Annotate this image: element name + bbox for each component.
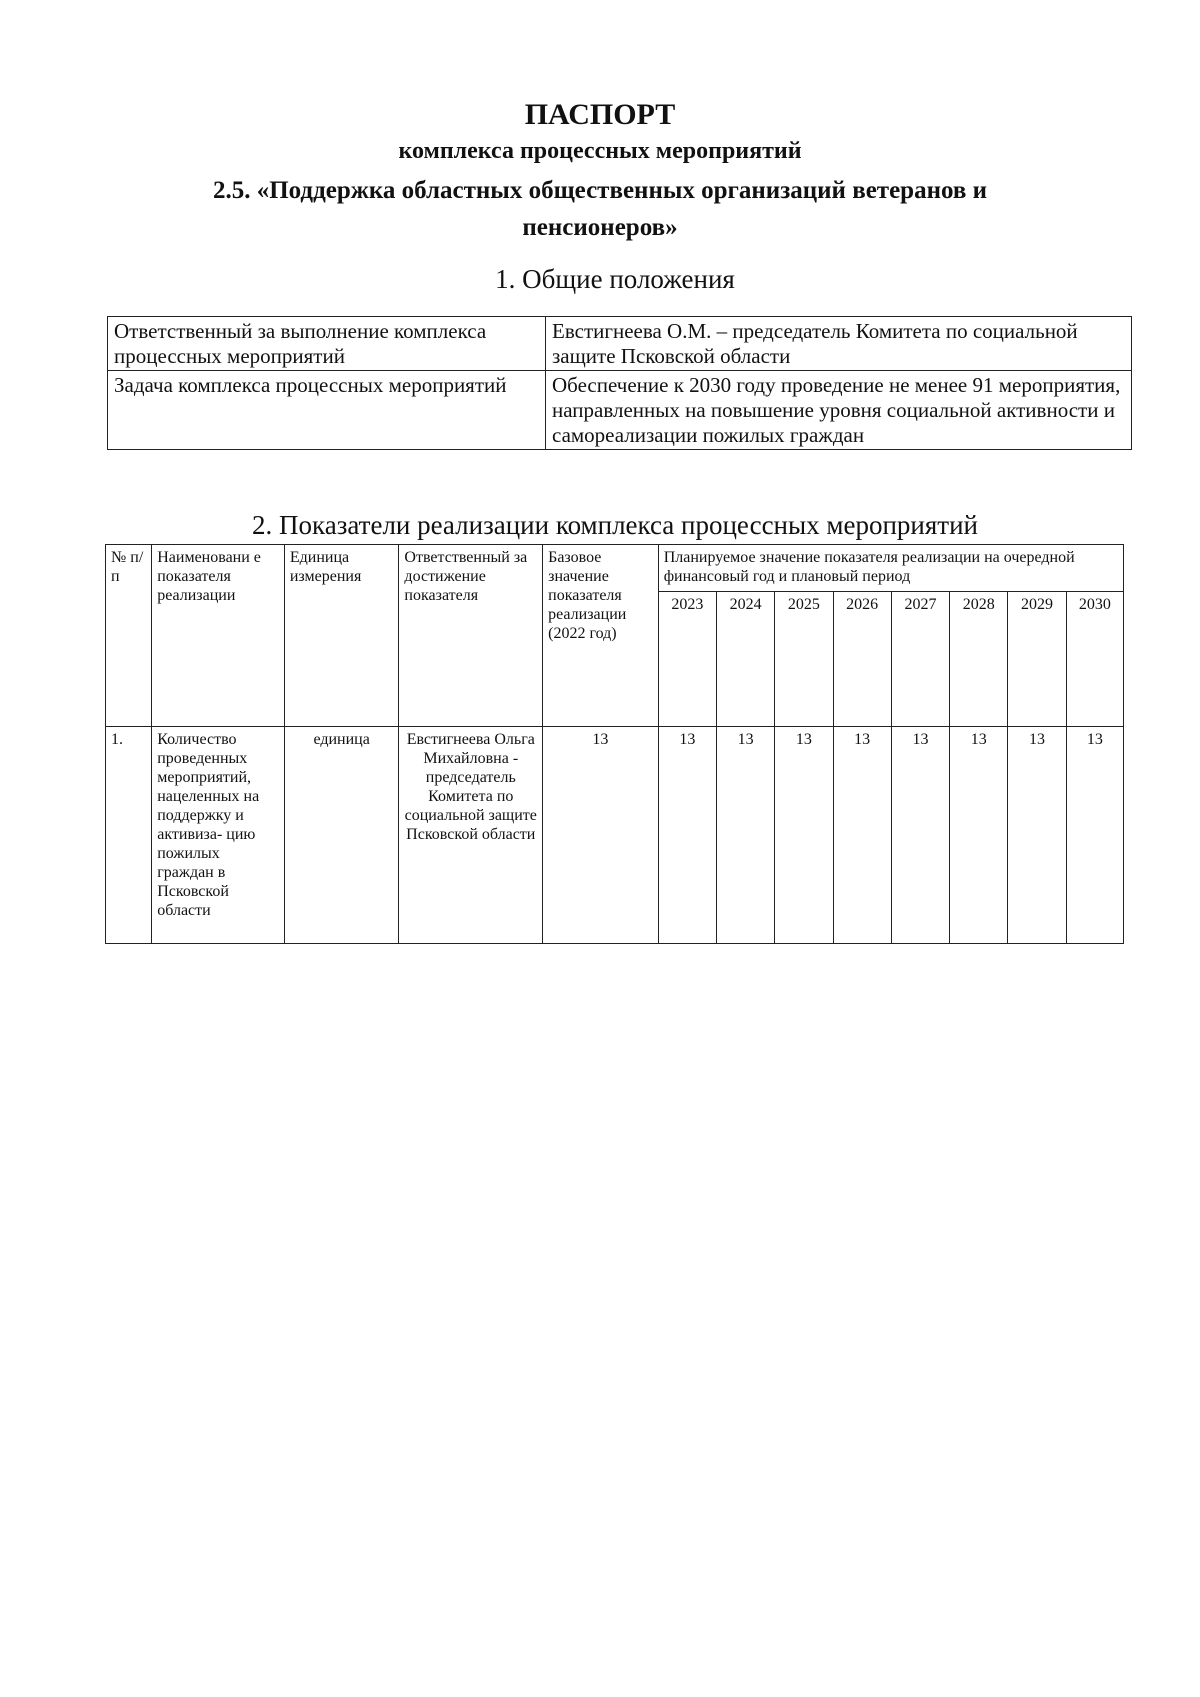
row-unit: единица [284,727,399,944]
row-base: 13 [543,727,659,944]
row-name: Количество проведенных мероприятий, нацеленных на поддержку и активиза- цию пожилых граждан в Псковской области [152,727,285,944]
program-name: 2.5. «Поддержка областных общественных организаций ветеранов и пенсионеров» [212,177,988,241]
row-value-2024: 13 [716,727,774,944]
row-value-2028: 13 [950,727,1008,944]
row-value-2029: 13 [1008,727,1066,944]
row-value-2025: 13 [775,727,833,944]
passport-subtitle: комплекса процессных мероприятий [398,138,802,164]
row-responsible: Евстигнеева Ольга Михайловна - председатель Комитета по социальной защите Псковской области [399,727,543,944]
table-row [106,727,1124,944]
year-cell: 2024 [716,592,774,727]
general-provisions-table [107,316,1132,450]
header-row [106,545,1124,592]
year-cell: 2030 [1066,592,1123,727]
year-cell: 2023 [658,592,716,727]
year-cell: 2025 [775,592,833,727]
task-label: Задача комплекса процессных мероприятий [108,371,546,450]
year-cell: 2029 [1008,592,1066,727]
section-1-heading: 1. Общие положения [495,264,735,294]
row-num: 1. [106,727,152,944]
header-base: Базовое значение показателя реализации (2022 год) [543,545,659,727]
year-cell: 2027 [891,592,949,727]
row-value-2027: 13 [891,727,949,944]
header-unit: Единица измерения [284,545,399,727]
row-value-2026: 13 [833,727,891,944]
table-row [108,371,1132,450]
header-responsible: Ответственный за достижение показателя [399,545,543,727]
responsible-label: Ответственный за выполнение комплекса процессных мероприятий [108,317,546,371]
year-cell: 2026 [833,592,891,727]
responsible-value: Евстигнеева О.М. – председатель Комитета по социальной защите Псковской области [546,317,1132,371]
row-value-2023: 13 [658,727,716,944]
header-name: Наименовани е показателя реализации [152,545,285,727]
indicators-table [105,544,1124,944]
row-value-2030: 13 [1066,727,1123,944]
header-planned: Планируемое значение показателя реализации на очередной финансовый год и плановый период [658,545,1123,592]
passport-title: ПАСПОРТ [524,98,676,131]
year-cell: 2028 [950,592,1008,727]
section-2-heading: 2. Показатели реализации комплекса процессных мероприятий [252,510,978,540]
header-num: № п/п [106,545,152,727]
task-value: Обеспечение к 2030 году проведение не менее 91 мероприятия, направленных на повышение уровня социальной активности и самореализации пожилых граждан [546,371,1132,450]
table-row [108,317,1132,371]
